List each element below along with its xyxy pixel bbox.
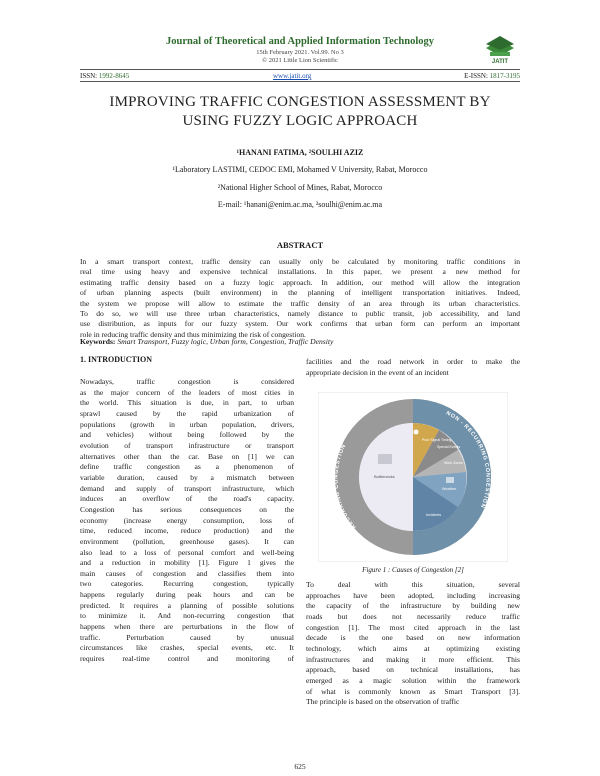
abstract-line: To do so, we will use three urban characteristics, namely distance to public transit, job accessibility, and land	[80, 309, 520, 319]
label-incidents: Incidents	[426, 513, 442, 517]
left-column-line: evolution of transport infrastructure or transport	[80, 440, 294, 450]
right-column-text-top	[306, 357, 520, 378]
left-column-line: economy (increase energy consumption, loss of	[80, 515, 294, 525]
authors: ¹HANANI FATIMA, ²SOULHI AZIZ	[236, 148, 364, 157]
label-workzones: Work Zones	[444, 461, 463, 465]
abstract-line: role in reducing traffic density and thus minimizing the risk of congestion.	[80, 329, 306, 339]
left-column-line: happens when there are perturbations in the flow of	[80, 622, 294, 632]
left-column-line: as the major concern of the leaders of most cities in	[80, 387, 294, 397]
keywords-label: Keywords:	[80, 337, 116, 346]
issn-value: 1992-8645	[98, 72, 130, 80]
right-column-bottom-line: roads but does not necessarily reduce traffic	[306, 611, 520, 621]
left-column-line: the world. This situation is due, in part, to urban	[80, 398, 294, 408]
right-column-bottom-line: congestion [1]. The most cited approach in the last	[306, 622, 520, 632]
label-signal: Poor Signal Timing	[422, 438, 452, 442]
label-events: Special Events	[437, 445, 461, 449]
affiliation-2: ²National Higher School of Mines, Rabat, Morocco	[217, 183, 383, 192]
left-column-line: requires real-time control and monitoring of	[80, 654, 294, 664]
left-column-line: environment (pollution, greenhouse gases). It can	[80, 536, 294, 546]
abstract-line: In a smart transport context, traffic density can usually only be calculated by monitoring traffic conditions in	[80, 257, 520, 266]
left-column-line: Congestion has serious consequences on the	[80, 504, 294, 514]
left-column-line: define traffic congestion as a phenomenon of	[80, 462, 294, 472]
ring-label-non-recurring: NON - RECURRING CONGESTION	[445, 410, 491, 510]
right-column-bottom-line: The principle is based on the observation of traffic	[306, 697, 460, 707]
eissn-label: E-ISSN:	[464, 72, 488, 80]
left-column-line: demand and supply of transport infrastructure, which	[80, 483, 294, 493]
section-heading-introduction: 1. INTRODUCTION	[80, 355, 153, 364]
figure-caption: Figure 1 : Causes of Congestion [2]	[362, 566, 464, 574]
jatit-logo-icon	[482, 32, 518, 66]
abstract-line: use distribution, as inputs for our fuzzy system. Our work confirms that urban form can perform an important	[80, 319, 520, 329]
right-column-top-line: facilities and the road network in order to make the	[306, 357, 520, 366]
left-column-line: happens regularly during peak hours and can be	[80, 590, 294, 600]
abstract-body	[80, 257, 520, 340]
right-column-bottom-line: approaches have been adopted, including increasing	[306, 590, 520, 600]
label-bottlenecks: Bottlenecks	[374, 474, 395, 479]
eissn-value: 1817-3195	[489, 72, 520, 80]
left-column-line: traffic. Perturbation caused by unusual	[80, 632, 294, 642]
left-column-line: alternatives other than the car. Base on [1] we can	[80, 451, 294, 461]
right-column-bottom-line: of what is commonly known as Smart Transport [3].	[306, 686, 520, 696]
journal-title: Journal of Theoretical and Applied Information Technology	[166, 36, 434, 47]
left-column-line: also lead to a loss of personal comfort and well-being	[80, 547, 294, 557]
issn-label: ISSN:	[80, 72, 98, 80]
keywords-list: Smart Transport, Fuzzy logic, Urban form, Congestion, Traffic Density	[117, 337, 334, 346]
copyright: © 2021 Little Lion Scientific	[262, 57, 338, 64]
issue-date: 15th February 2021. Vol.99. No 3	[256, 49, 344, 56]
left-column-line: induces an overflow of the road's capacity.	[80, 494, 294, 504]
header-rule-top	[80, 69, 520, 70]
label-weather: Weather	[442, 487, 457, 491]
left-column-line: and vehicles) without being followed by the	[80, 430, 294, 440]
left-column-line: predicted. It requires a planning of possible solutions	[80, 600, 294, 610]
abstract-line: estimating traffic density based on a fuzzy logic approach. In addition, our method will allow the integration	[80, 277, 520, 287]
keywords	[80, 337, 520, 346]
header-rule-bottom	[80, 81, 520, 82]
issn	[80, 72, 129, 80]
left-column-line: main causes of congestion and classifies them into	[80, 568, 294, 578]
right-column-bottom-line: emerged as a magic solution within the framework	[306, 675, 520, 685]
right-column-bottom-line: decade is the one based on new information	[306, 633, 520, 643]
right-column-bottom-line: infrastructures and making it more efficient. This	[306, 654, 520, 664]
left-column-text	[80, 377, 294, 665]
eissn	[464, 72, 520, 80]
logo-text: JATIT	[491, 59, 509, 65]
right-column-bottom-line: technology, which aims at optimizing existing	[306, 643, 520, 653]
page-number: 625	[294, 762, 306, 771]
left-column-line: populations (growth in urban population, drivers,	[80, 419, 294, 429]
left-column-line: and a reduction in mobility [1]. Figure 1 gives the	[80, 558, 294, 568]
abstract-line: real time using heavy and expensive technical installations. In this paper, we present a new method for	[80, 267, 520, 277]
bottleneck-icon	[378, 454, 392, 464]
signal-icon	[414, 430, 419, 435]
left-column-line: sprawl caused by the rapid urbanization of	[80, 408, 294, 418]
journal-url-link[interactable]: www.jatit.org	[273, 72, 312, 80]
left-column-line: to minimize it. And non-recurring congestion that	[80, 611, 294, 621]
left-column-line: circumstances like crashes, special events, etc. It	[80, 643, 294, 653]
abstract-heading: ABSTRACT	[276, 240, 324, 250]
abstract-line: the system we propose will allow to estimate the traffic density of an area through its urban characteristics.	[80, 298, 520, 308]
left-column-line: Nowadays, traffic congestion is considered	[80, 377, 294, 386]
right-column-bottom-line: approach, based on technical installations, has	[306, 665, 520, 675]
paper-title	[80, 93, 520, 131]
right-column-bottom-line: To deal with this situation, several	[306, 580, 520, 589]
abstract-line: of urban planning aspects (built environment) in the planning of intelligent transportation initiatives. Indeed,	[80, 288, 520, 298]
right-column-text-bottom	[306, 580, 520, 708]
ring-label-recurring: RECURRING CONGESTION	[333, 443, 358, 530]
author-email: E-mail: ¹hanani@enim.ac.ma, ²soulhi@enim.ac.ma	[217, 200, 383, 209]
title-line-1: IMPROVING TRAFFIC CONGESTION ASSESSMENT BY	[109, 94, 491, 110]
right-column-bottom-line: the capacity of the infrastructure by building new	[306, 601, 520, 611]
causes-of-congestion-figure	[318, 392, 508, 562]
left-column-line: two categories. Recurring congestion, typically	[80, 579, 294, 589]
affiliation-1: ¹Laboratory LASTIMI, CEDOC EMI, Mohamed V University, Rabat, Morocco	[172, 165, 428, 174]
left-column-line: time, reduced income, reduce production) and the	[80, 526, 294, 536]
title-line-2: USING FUZZY LOGIC APPROACH	[182, 113, 418, 129]
left-column-line: variable duration, caused by a mismatch between	[80, 472, 294, 482]
weather-icon	[446, 477, 454, 483]
right-column-top-line: appropriate decision in the event of an incident	[306, 367, 449, 377]
